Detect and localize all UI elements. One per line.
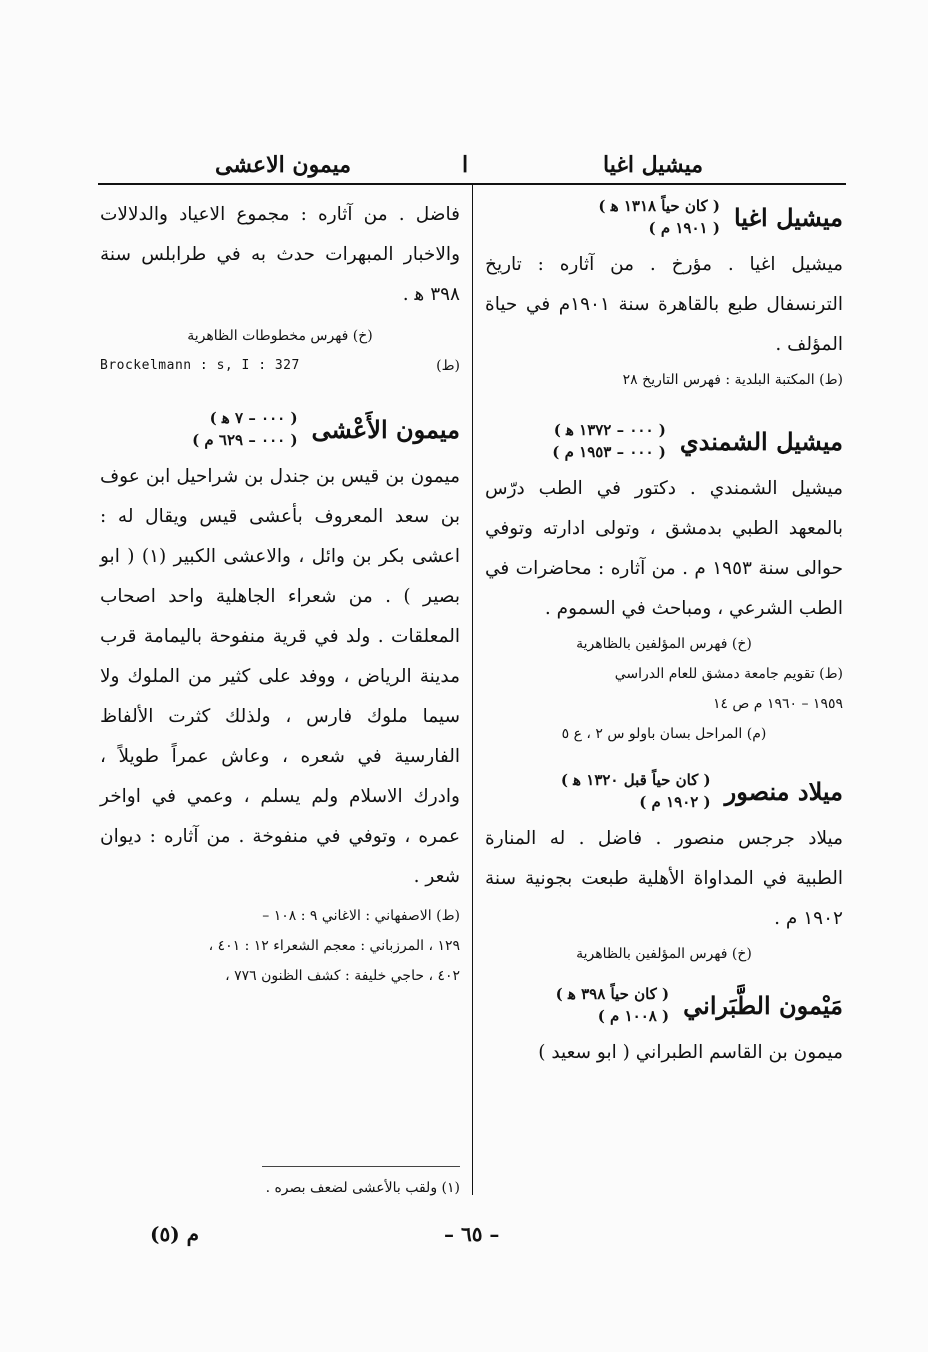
entry-body: ميمون بن قيس بن جندل بن شراحيل ابن عوف بن سعد المعروف بأعشى قيس ويقال له : اعشى بكر بن وائل ، والاعشى الكبير (١) ( ابو بصير ) . من شعراء الجاهلية واحد اصحاب المعلقات . ولد في قرية منفوحة باليمامة قرب مدينة الرياض ، ووفد على كثير من الملوك ولا سيما ملوك فارس ، ولذلك كثرت الألفاظ الفارسية في شعره ، وعاش عمراً طويلاً ، وادرك الاسلام ولم يسلم ، وعمي في اواخر عمره ، وتوفي في منفوخة . من آثاره : ديوان شعر .: [100, 466, 460, 887]
entry-dates: ( كان حياً قبل ١٣٢٠ ﻫ ) ( ١٩٠٢ م ): [560, 771, 711, 811]
entry-name: ميلاد منصور: [724, 776, 843, 806]
entry-reference: ٤٠٢ ، حاجي خليفة : كشف الظنون ٧٧٦ ،: [225, 968, 460, 984]
entry-name: ميمون الأَعْشى: [311, 414, 460, 444]
entry-dates: ( ٠٠٠ – ١٣٧٢ ﻫ ) ( ٠٠٠ – ١٩٥٣ م ): [552, 421, 666, 461]
entry-maymun-asha: [100, 407, 460, 991]
entry-body: ميلاد جرجس منصور . فاضل . له المنارة الطبية في المداواة الأهلية طبعت بجونية سنة ١٩٠٢ م .: [485, 828, 843, 929]
running-header-left: ميمون الاعشى: [215, 152, 352, 178]
header-separator: ا: [462, 152, 469, 178]
entry-michel-shamandi: [485, 419, 843, 749]
footnote: (١) ولقب بالأعشى لضعف بصره .: [265, 1180, 460, 1196]
entry-body: ميشيل اغيا . مؤرخ . من آثاره : تاريخ الترنسفال طبع بالقاهرة سنة ١٩٠١م في حياة المؤلف .: [485, 254, 843, 355]
entry-name: ميشيل الشمندي: [679, 426, 843, 456]
running-header-right: ميشيل اغيا: [603, 152, 703, 178]
entry-body: ميشيل الشمندي . دكتور في الطب درّس بالمعهد الطبي بدمشق ، وتولى ادارته وتوفي حوالى سنة ١٩٥٣ م . من آثاره : محاضرات في الطب الشرعي ، ومباحث في السموم .: [485, 478, 844, 619]
entry-reference: ١٢٩ ، المرزباني : معجم الشعراء ١٢ : ٤٠١ ،: [208, 938, 460, 954]
page-number: – ٦٥ –: [444, 1222, 500, 1246]
entry-reference-line: (ط) Brockelmann : s, I : 327: [100, 351, 460, 381]
footnote-rule: [262, 1166, 460, 1167]
entry-dates: ( كان حياً ٣٩٨ ﻫ ) ( ١٠٠٨ م ): [555, 985, 670, 1025]
column-divider: [472, 185, 473, 1195]
entry-name: ميشيل اغيا: [733, 202, 843, 232]
entry-maymun-tabarani: [485, 983, 843, 1073]
entry-dates: ( ٠٠٠ – ٧ ﻫ ) ( ٠٠٠ – ٦٢٩ م ): [192, 409, 298, 449]
latin-citation: Brockelmann : s, I : 327: [100, 358, 300, 373]
signature-mark: م (٥): [150, 1222, 200, 1246]
entry-reference: (خ) فهرس المؤلفين بالظاهرية: [576, 636, 752, 652]
right-column: [485, 195, 843, 1085]
entry-name: مَيْمون الطَّبَراني: [683, 990, 843, 1020]
entry-reference: ١٩٥٩ – ١٩٦٠ م ص ١٤: [712, 696, 843, 712]
entry-reference: (م) المراحل بسان باولو س ٢ ، ع ٥: [561, 726, 767, 742]
entry-dates: ( كان حياً ١٣١٨ ﻫ ) ( ١٩٠١ م ): [598, 197, 720, 237]
entry-milad-mansour: [485, 769, 843, 969]
entry-reference: (ط) الاصفهاني : الاغاني ٩ : ١٠٨ –: [262, 908, 460, 924]
entry-reference: (ط) المكتبة البلدية : فهرس التاريخ ٢٨: [622, 372, 843, 388]
left-column: [100, 195, 460, 1003]
entry-reference: (خ) فهرس المؤلفين بالظاهرية: [576, 946, 752, 962]
entry-body: ميمون بن القاسم الطبراني ( ابو سعيد ): [538, 1042, 843, 1063]
entry-reference: (ط) تقويم جامعة دمشق للعام الدراسي: [614, 666, 843, 682]
entry-michel-agha: [485, 195, 843, 395]
continued-text: فاضل . من آثاره : مجموع الاعياد والدلالات والاخبار المبهرات حدث به في طرابلس سنة ٣٩٨ ﻫ .: [100, 204, 460, 305]
entry-reference: (خ) فهرس مخطوطات الظاهرية: [187, 328, 373, 344]
